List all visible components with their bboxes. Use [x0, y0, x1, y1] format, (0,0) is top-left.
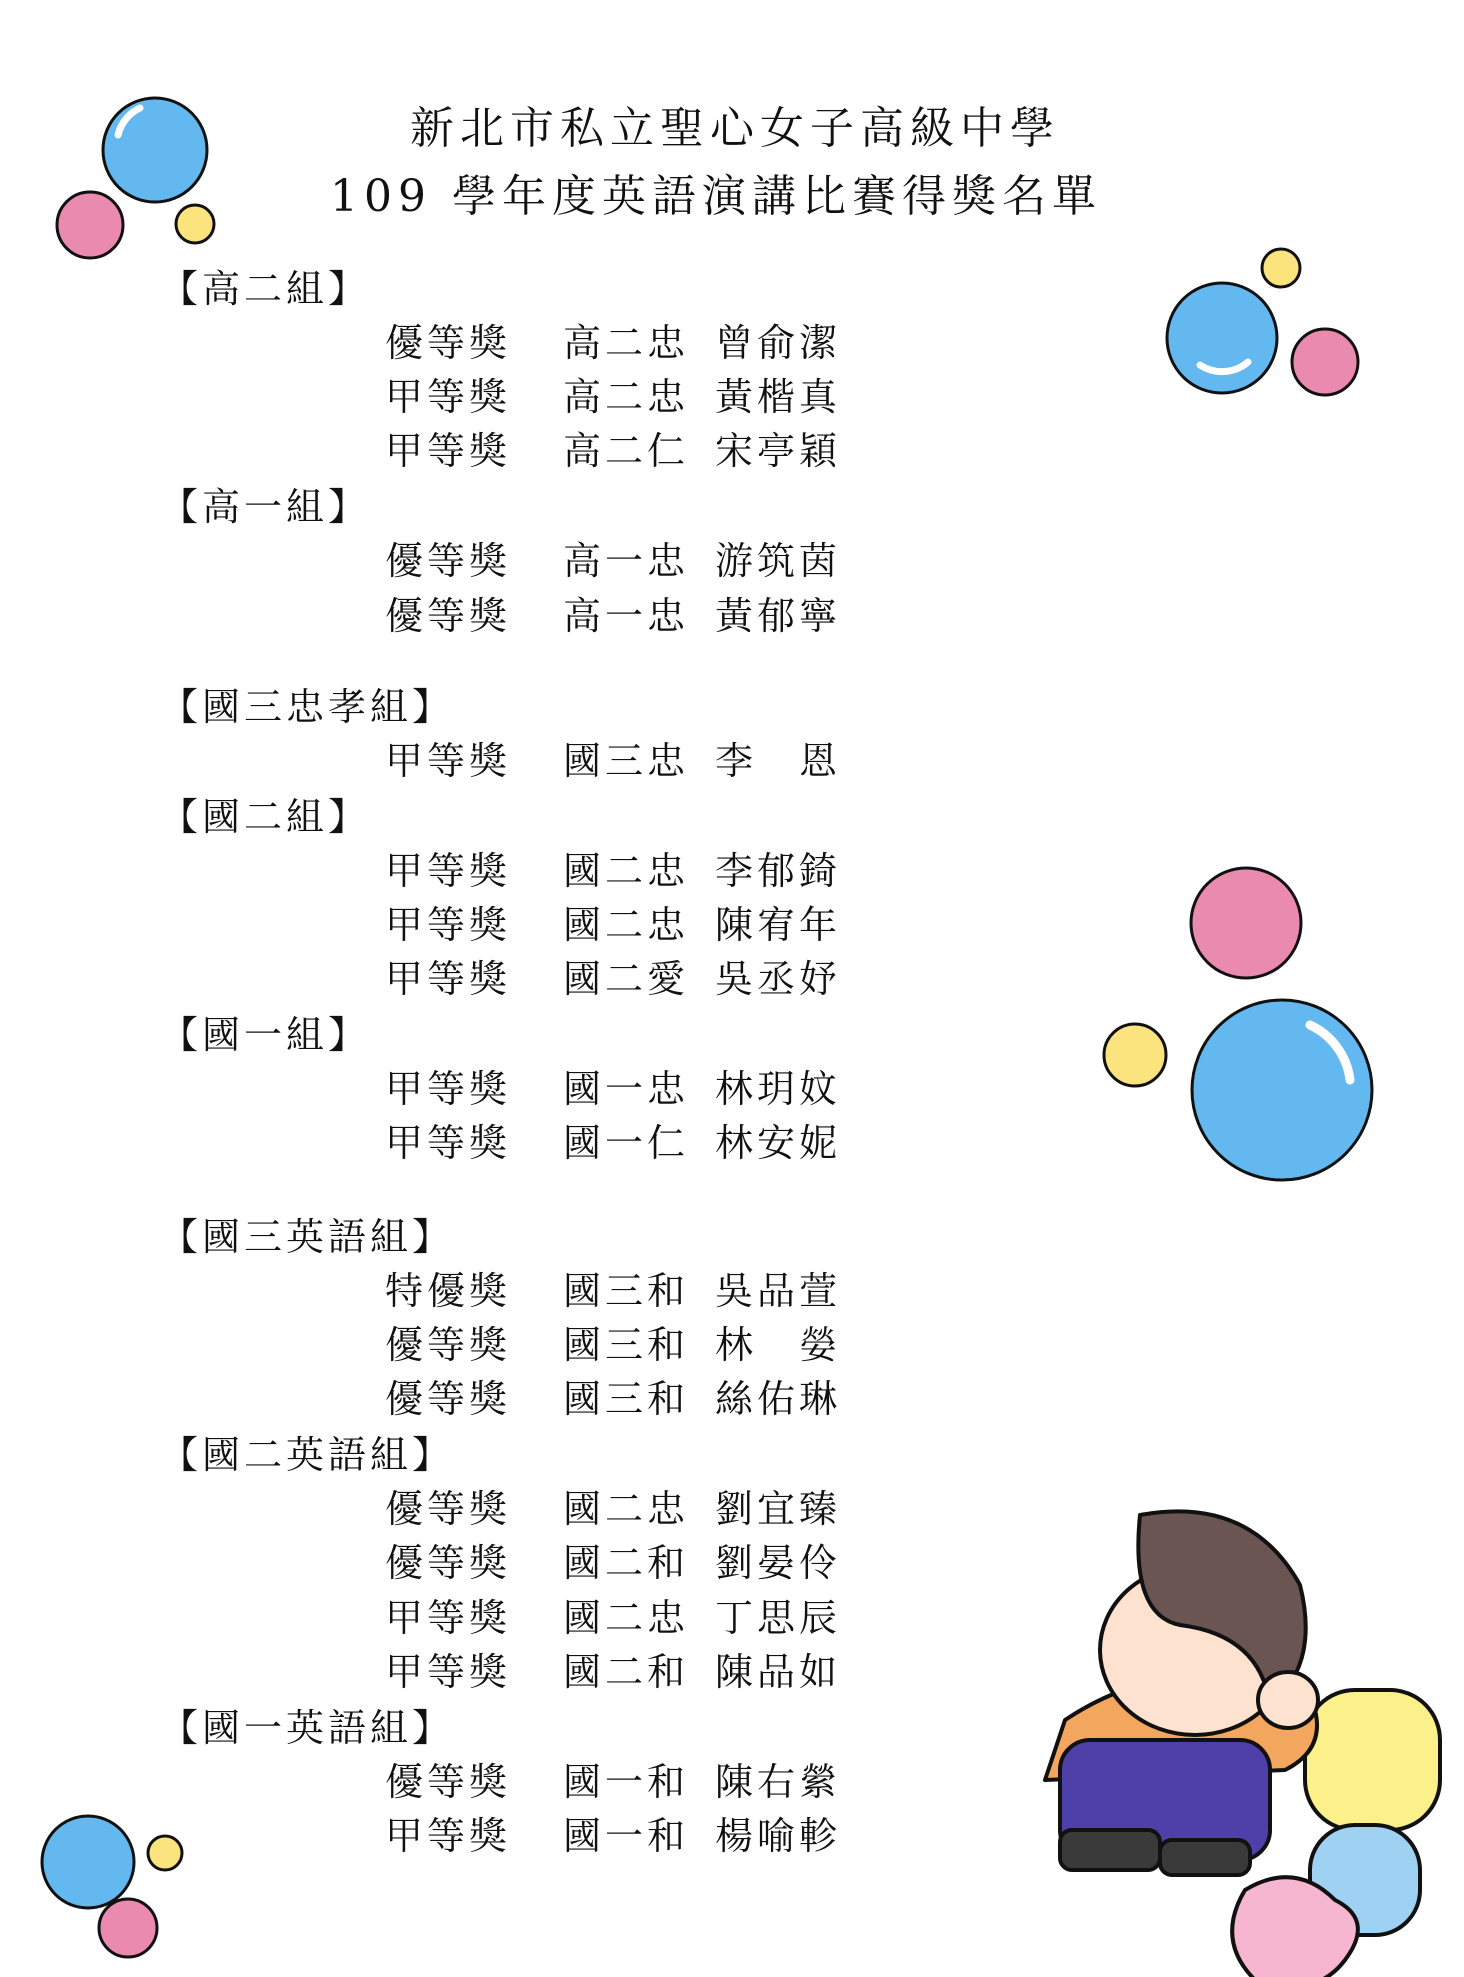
award-level: 優等獎 [385, 1377, 512, 1421]
class-name: 高二忠 [563, 375, 690, 419]
award-level: 甲等獎 [385, 739, 512, 783]
student-name: 李 恩 [715, 739, 842, 783]
cartoon-boy-abc-icon [1045, 1511, 1440, 1977]
award-level: 優等獎 [385, 1760, 512, 1804]
class-name: 國一和 [563, 1760, 690, 1804]
class-name: 高二仁 [563, 429, 690, 473]
award-level: 甲等獎 [385, 1121, 512, 1165]
student-name: 陳宥年 [715, 903, 842, 947]
class-name: 高一忠 [563, 594, 690, 638]
school-name: 新北市私立聖心女子高級中學 [410, 103, 1060, 154]
award-level: 甲等獎 [385, 1650, 512, 1694]
student-name: 林玥妏 [715, 1067, 842, 1111]
class-name: 國二忠 [563, 1596, 690, 1640]
bubble-cluster-bottom-left-icon [42, 1816, 182, 1957]
student-name: 丁思辰 [715, 1596, 842, 1640]
class-name: 國二忠 [563, 849, 690, 893]
student-name: 陳品如 [715, 1650, 842, 1694]
award-level: 優等獎 [385, 1323, 512, 1367]
student-name: 黃楷真 [715, 375, 842, 419]
class-name: 國二忠 [563, 903, 690, 947]
student-name: 曾俞潔 [715, 321, 842, 365]
award-level: 甲等獎 [385, 903, 512, 947]
award-level: 甲等獎 [385, 1814, 512, 1858]
group-heading: 【高一組】 [160, 485, 371, 529]
student-name: 陳右縈 [715, 1760, 842, 1804]
class-name: 國一仁 [563, 1121, 690, 1165]
student-name: 游筑茵 [715, 539, 842, 583]
group-heading: 【國三英語組】 [160, 1215, 455, 1259]
class-name: 國二和 [563, 1650, 690, 1694]
award-level: 優等獎 [385, 1487, 512, 1531]
group-heading: 【國二英語組】 [160, 1433, 455, 1477]
class-name: 高一忠 [563, 539, 690, 583]
award-level: 優等獎 [385, 539, 512, 583]
bubble-cluster-top-left-icon [57, 98, 214, 258]
class-name: 國二忠 [563, 1487, 690, 1531]
group-heading: 【高二組】 [160, 267, 371, 311]
student-name: 宋亭穎 [715, 429, 842, 473]
award-level: 優等獎 [385, 321, 512, 365]
group-heading: 【國三忠孝組】 [160, 685, 455, 729]
student-name: 李郁錡 [715, 849, 842, 893]
class-name: 國二和 [563, 1541, 690, 1585]
award-level: 優等獎 [385, 594, 512, 638]
bubble-cluster-top-right-icon [1167, 249, 1358, 395]
student-name: 絲佑琳 [715, 1377, 842, 1421]
award-level: 甲等獎 [385, 429, 512, 473]
student-name: 劉宜臻 [715, 1487, 842, 1531]
group-heading: 【國二組】 [160, 795, 371, 839]
class-name: 國二愛 [563, 957, 690, 1001]
class-name: 國三和 [563, 1377, 690, 1421]
student-name: 劉晏伶 [715, 1541, 842, 1585]
class-name: 國三和 [563, 1323, 690, 1367]
award-level: 甲等獎 [385, 1596, 512, 1640]
class-name: 高二忠 [563, 321, 690, 365]
group-heading: 【國一組】 [160, 1013, 371, 1057]
class-name: 國一忠 [563, 1067, 690, 1111]
bubble-cluster-right-icon [1104, 868, 1372, 1180]
class-name: 國三忠 [563, 739, 690, 783]
award-level: 甲等獎 [385, 375, 512, 419]
student-name: 楊喻軫 [715, 1814, 842, 1858]
student-name: 林安妮 [715, 1121, 842, 1165]
award-level: 優等獎 [385, 1541, 512, 1585]
class-name: 國一和 [563, 1814, 690, 1858]
award-level: 甲等獎 [385, 957, 512, 1001]
student-name: 吳品萱 [715, 1269, 842, 1313]
class-name: 國三和 [563, 1269, 690, 1313]
award-level: 特優獎 [385, 1269, 512, 1313]
group-heading: 【國一英語組】 [160, 1706, 455, 1750]
student-name: 林 嫈 [715, 1323, 842, 1367]
page-title: 109 學年度英語演講比賽得獎名單 [330, 171, 1102, 222]
award-level: 甲等獎 [385, 1067, 512, 1111]
student-name: 吳丞妤 [715, 957, 842, 1001]
award-level: 甲等獎 [385, 849, 512, 893]
student-name: 黃郁寧 [715, 594, 842, 638]
